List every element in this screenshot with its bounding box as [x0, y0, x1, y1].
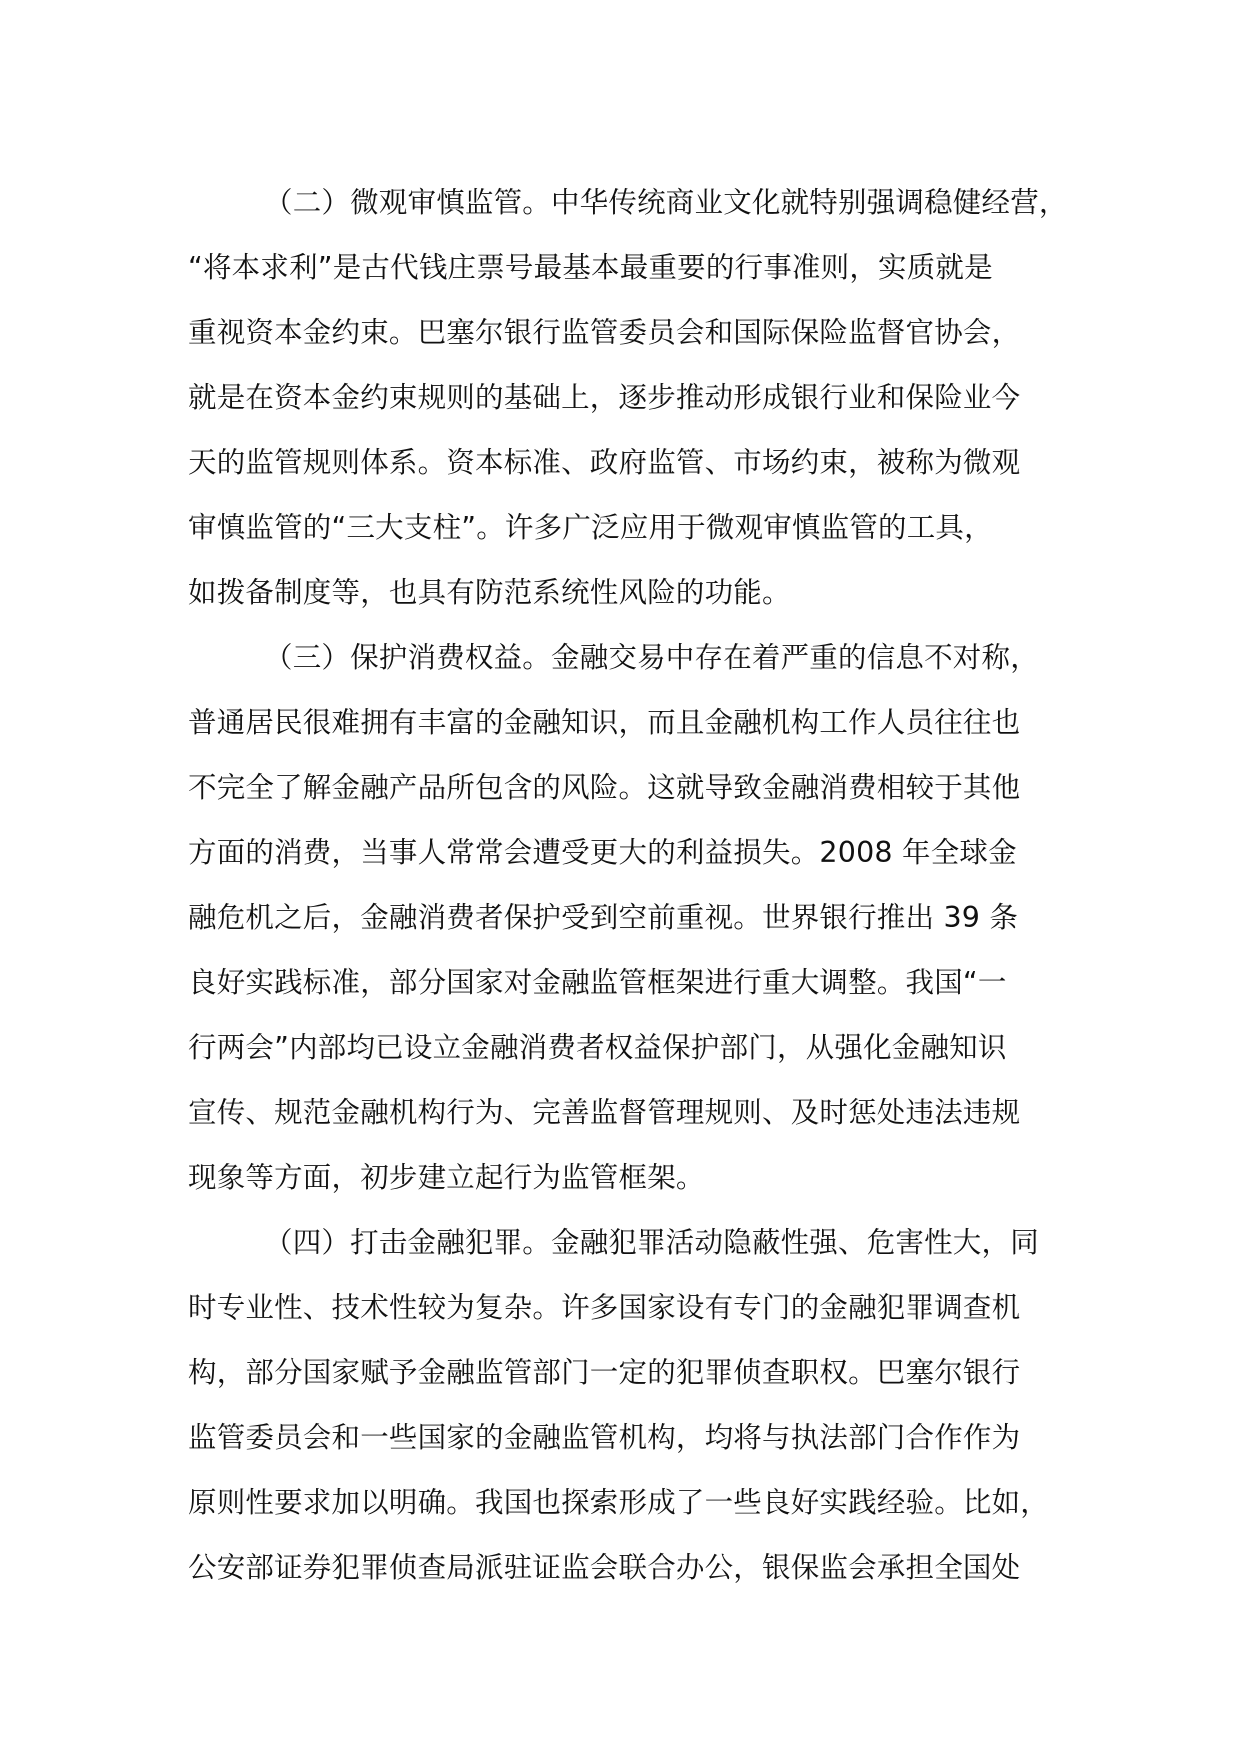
paragraph-line: 时专业性、技术性较为复杂。许多国家设有专门的金融犯罪调查机 [188, 1291, 1021, 1324]
paragraph-consumer-protection [188, 625, 1068, 1210]
paragraph-line: 公安部证券犯罪侦查局派驻证监会联合办公，银保监会承担全国处 [188, 1551, 1021, 1584]
paragraph-line: 宣传、规范金融机构行为、完善监督管理规则、及时惩处违法违规 [188, 1096, 1021, 1129]
paragraph-line: 如拨备制度等，也具有防范系统性风险的功能。 [188, 576, 791, 609]
paragraph-line: 原则性要求加以明确。我国也探索形成了一些良好实践经验。比如， [188, 1486, 1050, 1519]
document-body [188, 170, 1068, 1600]
paragraph-financial-crime [188, 1210, 1068, 1600]
paragraph-line: 行两会”内部均已设立金融消费者权益保护部门，从强化金融知识 [188, 1031, 1007, 1064]
paragraph-line: 就是在资本金约束规则的基础上，逐步推动形成银行业和保险业今 [188, 381, 1021, 414]
paragraph-line: 融危机之后，金融消费者保护受到空前重视。世界银行推出 39 条 [188, 901, 1019, 934]
paragraph-line: 重视资本金约束。巴塞尔银行监管委员会和国际保险监督官协会， [188, 316, 1021, 349]
paragraph-micro-prudential [188, 170, 1068, 625]
paragraph-line: （三）保护消费权益。金融交易中存在着严重的信息不对称， [264, 641, 1039, 674]
paragraph-line: 普通居民很难拥有丰富的金融知识，而且金融机构工作人员往往也 [188, 706, 1021, 739]
paragraph-line: 天的监管规则体系。资本标准、政府监管、市场约束，被称为微观 [188, 446, 1021, 479]
paragraph-line: （二）微观审慎监管。中华传统商业文化就特别强调稳健经营， [264, 186, 1068, 219]
paragraph-line: 不完全了解金融产品所包含的风险。这就导致金融消费相较于其他 [188, 771, 1021, 804]
paragraph-line: 现象等方面，初步建立起行为监管框架。 [188, 1161, 705, 1194]
paragraph-line: 构，部分国家赋予金融监管部门一定的犯罪侦查职权。巴塞尔银行 [188, 1356, 1021, 1389]
paragraph-line: 监管委员会和一些国家的金融监管机构，均将与执法部门合作作为 [188, 1421, 1021, 1454]
paragraph-line: “将本求利”是古代钱庄票号最基本最重要的行事准则，实质就是 [188, 251, 993, 284]
paragraph-line: 方面的消费，当事人常常会遭受更大的利益损失。2008 年全球金 [188, 836, 1017, 869]
paragraph-line: 审慎监管的“三大支柱”。许多广泛应用于微观审慎监管的工具， [188, 511, 993, 544]
paragraph-line: 良好实践标准，部分国家对金融监管框架进行重大调整。我国“一 [188, 966, 1007, 999]
paragraph-line: （四）打击金融犯罪。金融犯罪活动隐蔽性强、危害性大，同 [264, 1226, 1039, 1259]
